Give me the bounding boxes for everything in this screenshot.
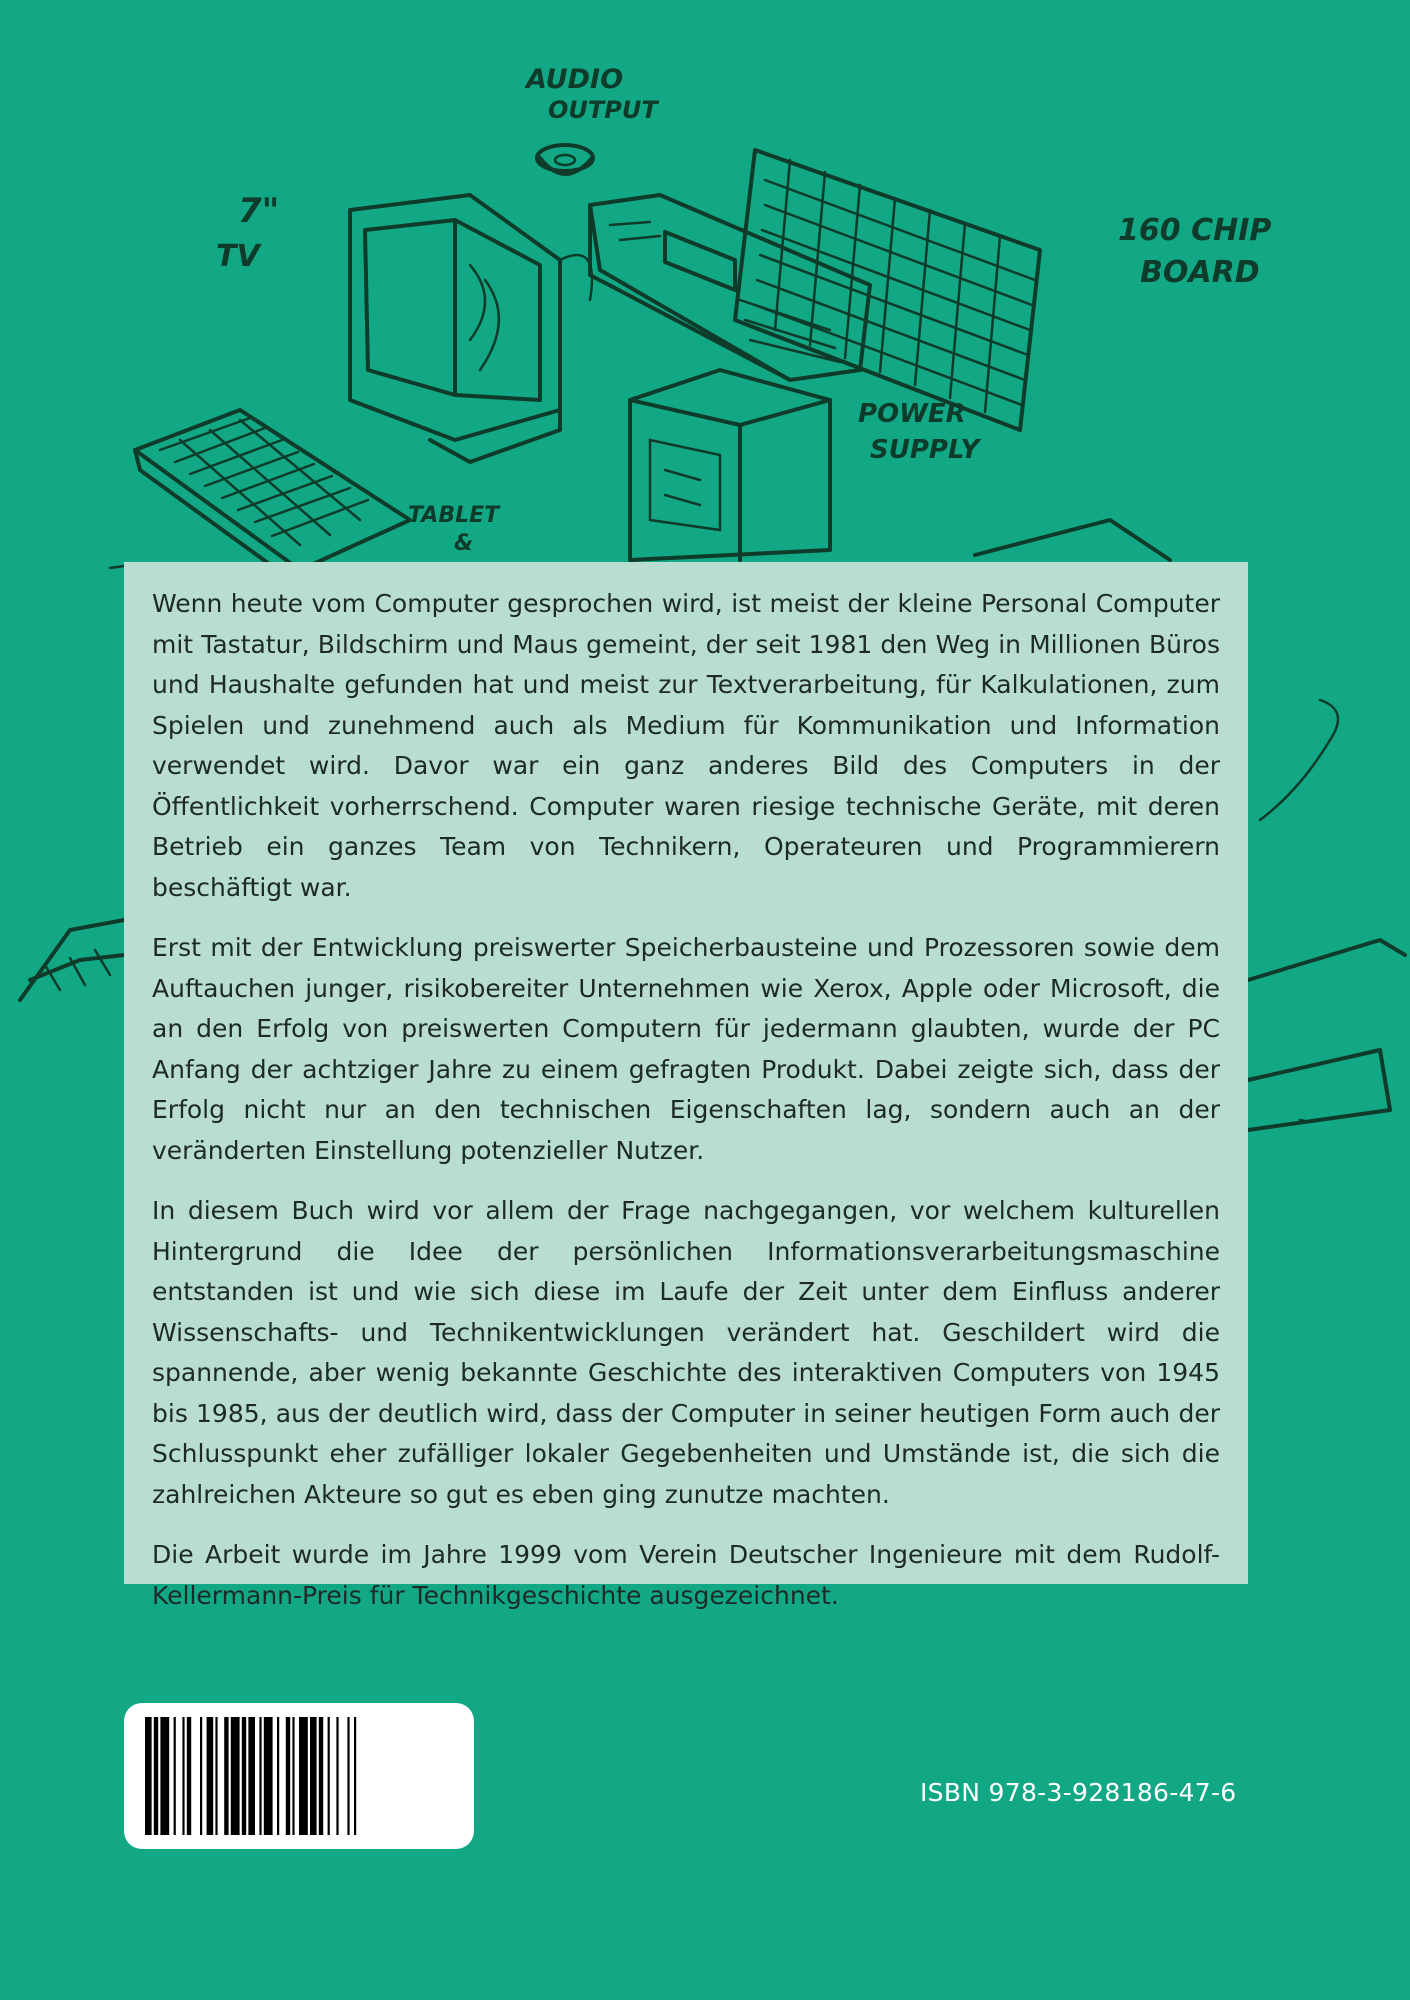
barcode-bar xyxy=(207,1717,214,1835)
barcode-bar xyxy=(292,1717,294,1835)
left-device-drawing xyxy=(20,566,124,1000)
barcode-bar xyxy=(259,1717,261,1835)
barcode-bars xyxy=(145,1717,453,1835)
barcode-bar xyxy=(182,1717,184,1835)
speaker-drawing xyxy=(537,145,593,174)
label-tablet-amp: & xyxy=(454,531,474,556)
barcode-bar xyxy=(224,1717,228,1835)
barcode-bar xyxy=(200,1717,202,1835)
barcode-bar xyxy=(299,1717,308,1835)
label-tv: TV xyxy=(216,239,260,274)
barcode-bar xyxy=(328,1717,330,1835)
blurb-paragraph-2: Erst mit der Entwicklung preiswerter Speicherbausteine und Prozessoren sowie dem Auftauchen junger, risikobereiter Unternehmen wie Xerox, Apple oder Microsoft, die an den Erfolg von preiswerten Computern für jedermann glaubten, wurde der PC Anfang der achtziger Jahre zu einem gefragten Produkt. Dabei zeigte sich, dass der Erfolg nicht nur an den technischen Eigenschaften lag, sondern auch an der veränderten Einstellung potenzieller Nutzer. xyxy=(152,933,1220,1165)
label-tv-size: 7" xyxy=(238,191,280,231)
barcode-bar xyxy=(277,1717,279,1835)
barcode xyxy=(124,1703,474,1849)
label-supply: SUPPLY xyxy=(870,435,980,465)
barcode-bar xyxy=(174,1717,176,1835)
barcode-bar xyxy=(264,1717,273,1835)
label-power: POWER xyxy=(858,399,966,429)
barcode-bar xyxy=(286,1717,290,1835)
barcode-bar xyxy=(336,1717,338,1835)
barcode-bar xyxy=(231,1717,240,1835)
barcode-bar xyxy=(154,1717,158,1835)
label-tablet: TABLET xyxy=(408,503,500,528)
barcode-bar xyxy=(187,1717,191,1835)
tv-monitor-drawing xyxy=(350,195,592,462)
barcode-bar xyxy=(354,1717,356,1835)
blurb-paragraph-1: Wenn heute vom Computer gesprochen wird, ist meist der kleine Personal Computer mit Tastatur, Bildschirm und Maus gemeint, der seit 1981 den Weg in Millionen Büros und Haushalte gefunden hat und meist zur Textverarbeitung, für Kalkulationen, zum Spielen und zunehmend auch als Medium für Kommunikation und Information verwendet wird. Davor war ein ganz anderes Bild des Computers in der Öffentlichkeit vorherrschend. Computer waren riesige technische Geräte, mit deren Betrieb ein ganzes Team von Technikern, Operateuren und Programmierern beschäftigt war. xyxy=(152,589,1220,902)
blurb-panel xyxy=(124,562,1248,1610)
barcode-bar xyxy=(319,1717,323,1835)
power-supply-drawing xyxy=(630,370,830,560)
blurb-paragraph-3: In diesem Buch wird vor allem der Frage nachgegangen, vor welchem kulturellen Hintergrund die Idee der persönlichen Informationsverarbeitungsmaschine entstanden ist und wie sich diese im Laufe der Zeit unter dem Einfluss anderer Wissenschafts- und Technikentwicklungen verändert hat. Geschildert wird die spannende, aber wenig bekannte Geschichte des interaktiven Computers von 1945 bis 1985, aus der deutlich wird, dass der Computer in seiner heutigen Form auch der Schlusspunkt eher zufälliger lokaler Gegebenheiten und Umstände ist, die sich die zahlreichen Akteure so gut es eben ging zunutze machten. xyxy=(152,1196,1220,1509)
label-output: OUTPUT xyxy=(548,96,658,124)
label-chip-board-2: BOARD xyxy=(1140,255,1260,290)
label-audio: AUDIO xyxy=(526,64,624,95)
barcode-bar xyxy=(160,1717,169,1835)
barcode-bar xyxy=(242,1717,246,1835)
barcode-bar xyxy=(347,1717,349,1835)
barcode-bar xyxy=(248,1717,255,1835)
barcode-bar xyxy=(215,1717,217,1835)
blurb-paragraph-4: Die Arbeit wurde im Jahre 1999 vom Verein Deutscher Ingenieure mit dem Rudolf-Kellermann-Preis für Technikgeschichte ausgezeichnet. xyxy=(152,1540,1220,1610)
isbn-number: ISBN 978-3-928186-47-6 xyxy=(920,1778,1237,1807)
label-chip-board-1: 160 CHIP xyxy=(1118,213,1272,248)
barcode-bar xyxy=(145,1717,152,1835)
card-unit-drawing xyxy=(590,195,870,380)
barcode-bar xyxy=(310,1717,317,1835)
